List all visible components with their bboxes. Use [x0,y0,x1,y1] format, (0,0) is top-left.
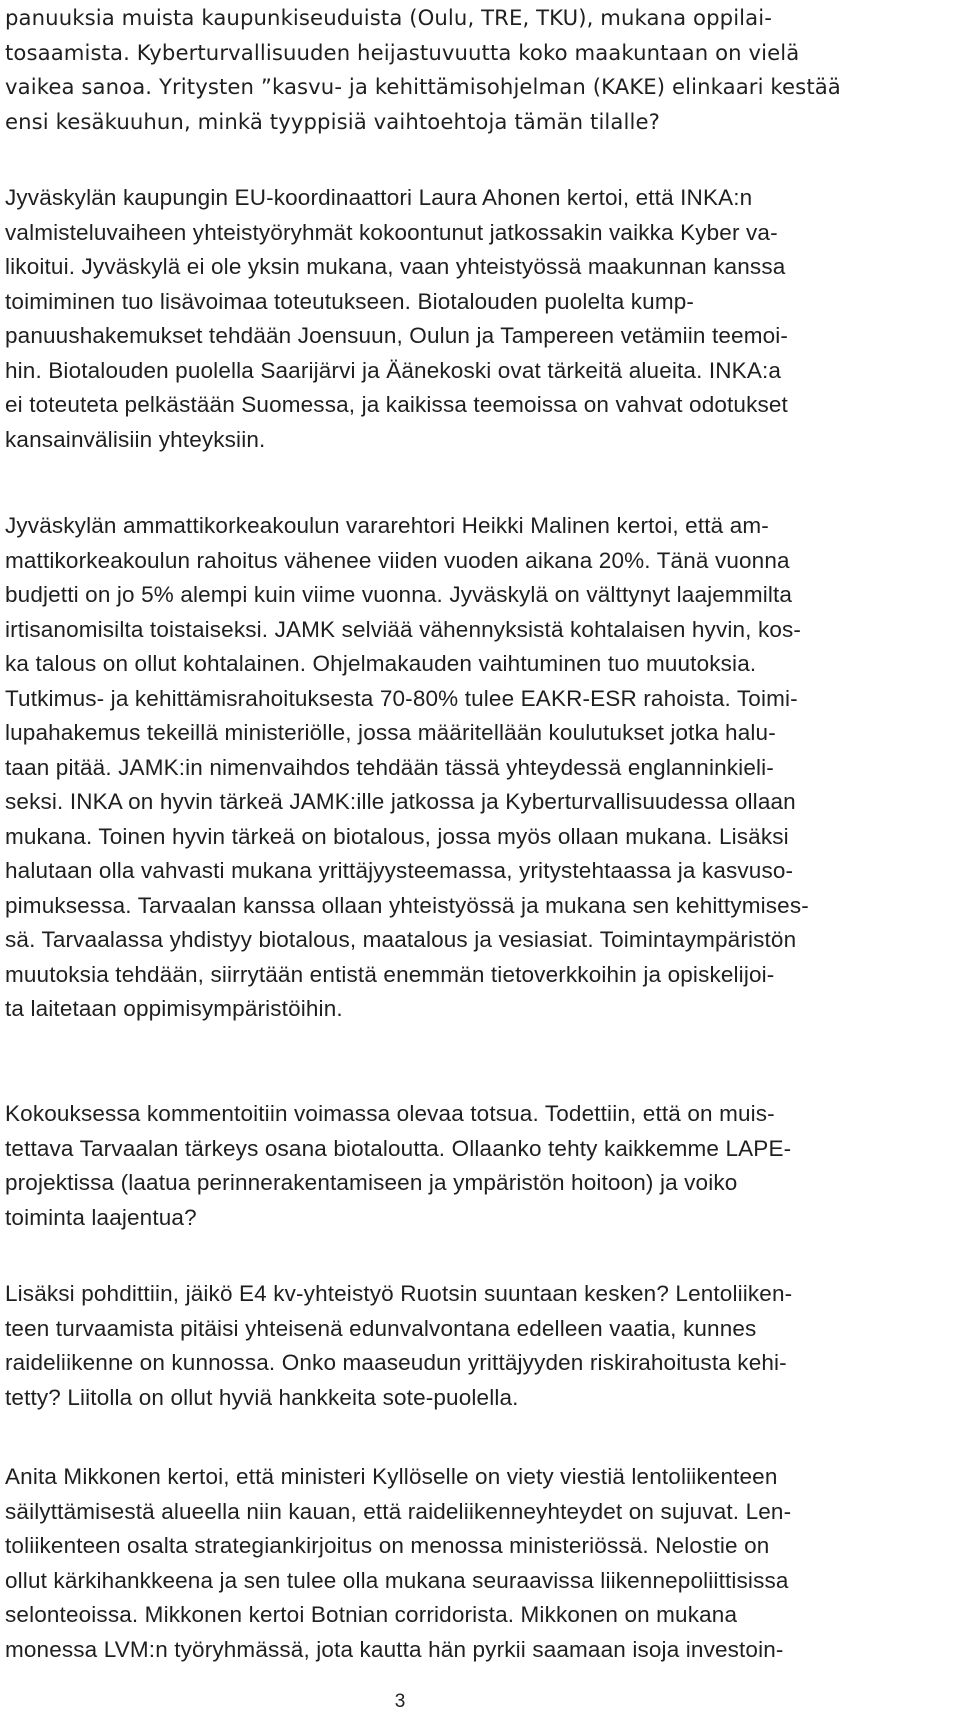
text-line: budjetti on jo 5% alempi kuin viime vuonna. Jyväskylä on välttynyt laajemmilta [5,582,793,607]
text-line: seksi. INKA on hyvin tärkeä JAMK:ille jatkossa ja Kyberturvallisuudessa ollaan [5,789,796,814]
text-line: ensi kesäkuuhun, minkä tyyppisiä vaihtoehtoja tämän tilalle? [5,108,660,134]
paragraph-6 [5,1460,955,1667]
text-line: tetty? Liitolla on ollut hyviä hankkeita sote-puolella. [5,1384,519,1410]
text-line: ei toteuteta pelkästään Suomessa, ja kaikissa teemoissa on vahvat odotukset [5,392,788,417]
paragraph-5 [5,1277,955,1415]
page-number: 3 [394,1691,406,1712]
text-line: panuuksia muista kaupunkiseuduista (Oulu, TRE, TKU), mukana oppilai- [5,5,772,30]
text-line: Jyväskylän ammattikorkeakoulun vararehtori Heikki Malinen kertoi, että am- [5,513,769,538]
text-line: kansainvälisiin yhteyksiin. [5,426,266,452]
text-line: ta laitetaan oppimisympäristöihin. [5,996,343,1021]
text-line: panuushakemukset tehdään Joensuun, Oulun ja Tampereen vetämiin teemoi- [5,323,789,348]
text-line: tettava Tarvaalan tärkeys osana biotaloutta. Ollaanko tehty kaikkemme LAPE- [5,1135,792,1161]
paragraph-4 [5,1097,955,1235]
text-line: Lisäksi pohdittiin, jäikö E4 kv-yhteistyö Ruotsin suuntaan kesken? Lentoliiken- [5,1281,793,1306]
text-line: ka talous on ollut kohtalainen. Ohjelmakauden vaihtuminen tuo muutoksia. [5,651,757,676]
text-line: säilyttämisestä alueella niin kauan, että raideliikenneyhteydet on sujuvat. Len- [5,1498,792,1524]
text-line: toliikenteen osalta strategiankirjoitus on menossa ministeriössä. Nelostie on [5,1533,770,1558]
text-line: projektissa (laatua perinnerakentamiseen ja ympäristön hoitoon) ja voiko [5,1170,738,1195]
text-line: hin. Biotalouden puolella Saarijärvi ja Äänekoski ovat tärkeitä alueita. INKA:a [5,357,782,383]
text-line: selonteoissa. Mikkonen kertoi Botnian corridorista. Mikkonen on mukana [5,1602,738,1627]
text-line: Jyväskylän kaupungin EU-koordinaattori Laura Ahonen kertoi, että INKA:n [5,185,753,210]
text-line: tosaamista. Kyberturvallisuuden heijastuvuutta koko maakuntaan on vielä [5,39,800,65]
text-line: mukana. Toinen hyvin tärkeä on biotalous, jossa myös ollaan mukana. Lisäksi [5,823,789,849]
text-line: vaikea sanoa. Yritysten ”kasvu- ja kehittämisohjelman (KAKE) elinkaari kestää [5,74,841,99]
text-line: ollut kärkihankkeena ja sen tulee olla mukana seuraavissa liikennepoliittisissa [5,1567,789,1593]
text-line: taan pitää. JAMK:in nimenvaihdos tehdään tässä yhteydessä englanninkieli- [5,754,774,780]
text-line: valmisteluvaiheen yhteistyöryhmät kokoontunut jatkossakin vaikka Kyber va- [5,219,778,245]
text-line: halutaan olla vahvasti mukana yrittäjyysteemassa, yritystehtaassa ja kasvuso- [5,858,794,883]
text-line: mattikorkeakoulun rahoitus vähenee viiden vuoden aikana 20%. Tänä vuonna [5,547,790,573]
text-line: Anita Mikkonen kertoi, että ministeri Kyllöselle on viety viestiä lentoliikenteen [5,1464,778,1489]
text-line: likoitui. Jyväskylä ei ole yksin mukana, vaan yhteistyössä maakunnan kanssa [5,254,786,279]
text-line: raideliikenne on kunnossa. Onko maaseudun yrittäjyyden riskirahoitusta kehi- [5,1350,787,1375]
text-line: lupahakemus tekeillä ministeriölle, jossa määritellään koulutukset jotka halu- [5,720,776,745]
text-line: monessa LVM:n työryhmässä, jota kautta hän pyrkii saamaan isoja investoin- [5,1636,784,1662]
text-line: sä. Tarvaalassa yhdistyy biotalous, maatalous ja vesiasiat. Toimintaympäristön [5,927,797,952]
text-line: Kokouksessa kommentoitiin voimassa olevaa totsua. Todettiin, että on muis- [5,1101,775,1126]
paragraph-2 [5,181,955,457]
text-line: Tutkimus- ja kehittämisrahoituksesta 70-80% tulee EAKR-ESR rahoista. Toimi- [5,685,798,711]
text-line: teen turvaamista pitäisi yhteisenä edunvalvontana edelleen vaatia, kunnes [5,1315,757,1341]
text-line: toimiminen tuo lisävoimaa toteutukseen. Biotalouden puolelta kump- [5,288,695,314]
paragraph-1 [5,1,955,139]
text-line: irtisanomisilta toistaiseksi. JAMK selviää vähennyksistä kohtalaisen hyvin, kos- [5,616,802,642]
text-line: pimuksessa. Tarvaalan kanssa ollaan yhteistyössä ja mukana sen kehittymises- [5,892,809,918]
text-line: toiminta laajentua? [5,1204,197,1230]
text-line: muutoksia tehdään, siirrytään entistä enemmän tietoverkkoihin ja opiskelijoi- [5,961,775,987]
paragraph-3 [5,509,955,1027]
